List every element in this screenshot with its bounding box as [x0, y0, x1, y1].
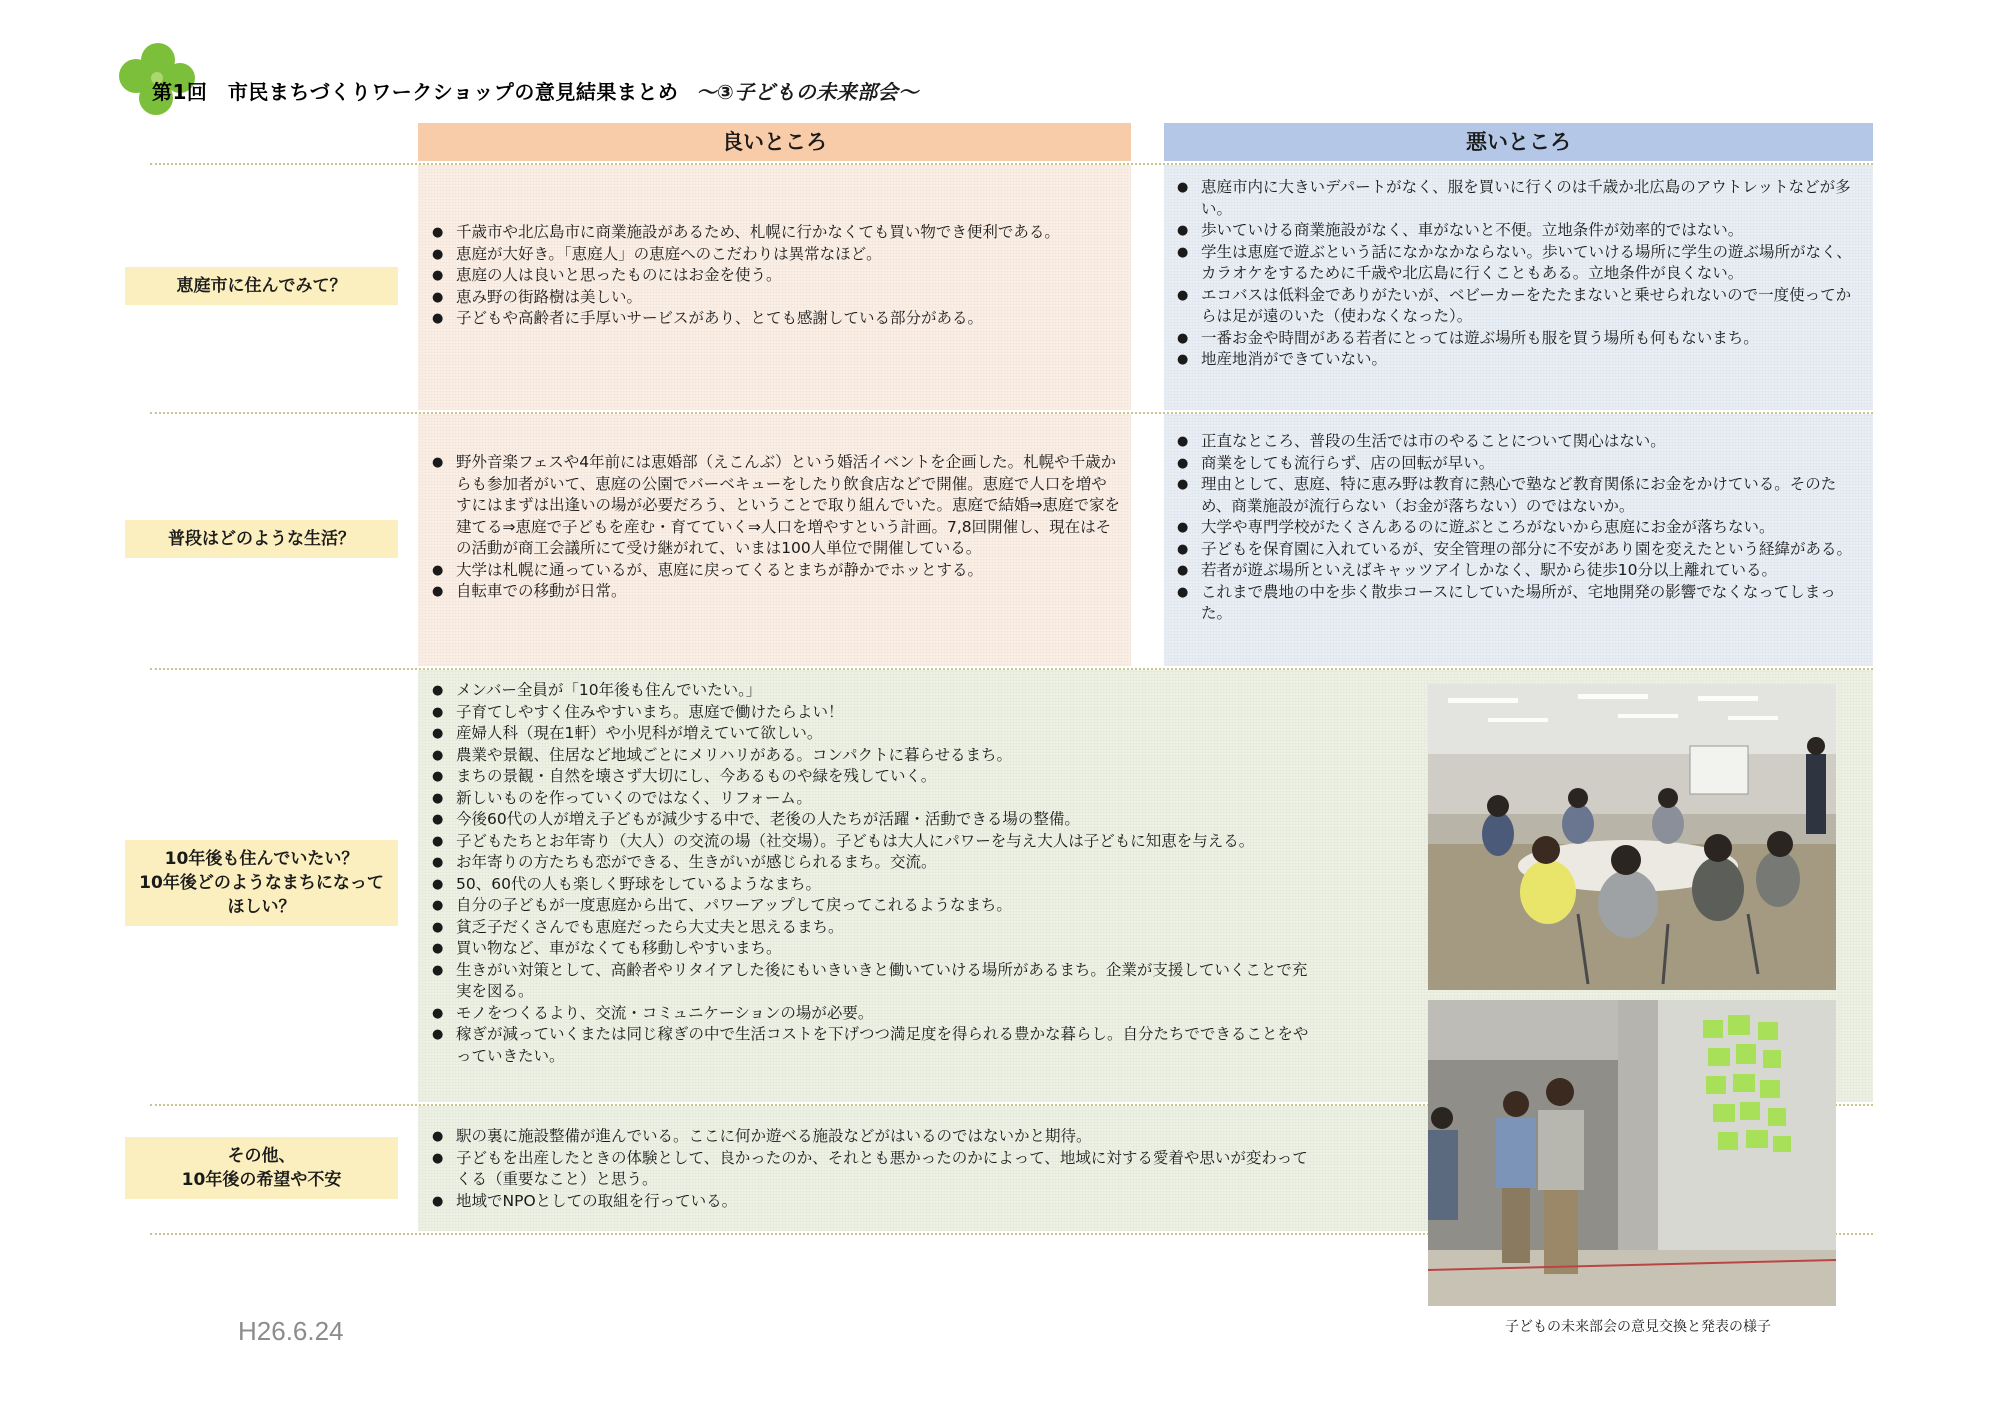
- list-item: ● 学生は恵庭で遊ぶという話になかなかならない。歩いていける場所に学生の遊ぶ場所がなく、カラオケをするために千歳や北広島に行くこともある。立地条件が良くない。: [1175, 242, 1865, 285]
- list-row3-future: [430, 680, 1310, 1067]
- list-item: ● 恵庭が大好き。「恵庭人」の恵庭へのこだわりは異常なほど。: [430, 244, 1110, 266]
- list-row1-good: [430, 222, 1110, 330]
- list-item: ● 買い物など、車がなくても移動しやすいまち。: [430, 938, 1310, 960]
- list-item: ● 大学や専門学校がたくさんあるのに遊ぶところがないから恵庭にお金が落ちない。: [1175, 517, 1865, 539]
- list-item: ● 駅の裏に施設整備が進んでいる。ここに何か遊べる施設などがはいるのではないかと期待。: [430, 1126, 1310, 1148]
- list-item: ● 子どもや高齢者に手厚いサービスがあり、とても感謝している部分がある。: [430, 308, 1110, 330]
- column-header-good: 良いところ: [418, 123, 1131, 161]
- list-item: ● モノをつくるより、交流・コミュニケーションの場が必要。: [430, 1003, 1310, 1025]
- list-item: ● お年寄りの方たちも恋ができる、生きがいが感じられるまち。交流。: [430, 852, 1310, 874]
- list-item: ● 一番お金や時間がある若者にとっては遊ぶ場所も服を買う場所も何もないまち。: [1175, 328, 1865, 350]
- date-stamp: H26.6.24: [238, 1316, 344, 1346]
- presentation-photo: [1428, 1000, 1836, 1306]
- list-item: ● 自転車での移動が日常。: [430, 581, 1120, 603]
- list-item: ● これまで農地の中を歩く散歩コースにしていた場所が、宅地開発の影響でなくなってしまった。: [1175, 582, 1865, 625]
- row-label-daily-life: 普段はどのような生活？: [125, 520, 398, 558]
- list-item: ● 子育てしやすく住みやすいまち。恵庭で働けたらよい！: [430, 702, 1310, 724]
- list-row1-bad: [1175, 177, 1865, 371]
- list-item: ● 50、60代の人も楽しく野球をしているようなまち。: [430, 874, 1310, 896]
- list-item: ● エコバスは低料金でありがたいが、ベビーカーをたたまないと乗せられないので一度使ってからは足が遠のいた（使わなくなった）。: [1175, 285, 1865, 328]
- list-row4-other: [430, 1126, 1310, 1212]
- row-label-future: 10年後も住んでいたい？ 10年後どのようなまちになってほしい？: [125, 840, 398, 926]
- list-item: ● 今後60代の人が増え子どもが減少する中で、老後の人たちが活躍・活動できる場の整備。: [430, 809, 1310, 831]
- list-item: ● 恵庭市内に大きいデパートがなく、服を買いに行くのは千歳か北広島のアウトレットなどが多い。: [1175, 177, 1865, 220]
- list-item: ● 自分の子どもが一度恵庭から出て、パワーアップして戻ってこれるようなまち。: [430, 895, 1310, 917]
- row-label-other: その他、 10年後の希望や不安: [125, 1137, 398, 1199]
- list-item: ● 稼ぎが減っていくまたは同じ稼ぎの中で生活コストを下げつつ満足度を得られる豊かな暮らし。自分たちでできることをやっていきたい。: [430, 1024, 1310, 1067]
- list-item: ● 恵庭の人は良いと思ったものにはお金を使う。: [430, 265, 1110, 287]
- list-row2-good: [430, 452, 1120, 603]
- list-item: ● 子どもを出産したときの体験として、良かったのか、それとも悪かったのかによって、地域に対する愛着や思いが変わってくる（重要なこと）と思う。: [430, 1148, 1310, 1191]
- list-item: ● 地域でNPOとしての取組を行っている。: [430, 1191, 1310, 1213]
- list-item: ● 歩いていける商業施設がなく、車がないと不便。立地条件が効率的ではない。: [1175, 220, 1865, 242]
- list-item: ● 正直なところ、普段の生活では市のやることについて関心はない。: [1175, 431, 1865, 453]
- list-item: ● 生きがい対策として、高齢者やリタイアした後にもいきいきと働いていける場所があるまち。企業が支援していくことで充実を図る。: [430, 960, 1310, 1003]
- list-item: ● 大学は札幌に通っているが、恵庭に戻ってくるとまちが静かでホッとする。: [430, 560, 1120, 582]
- list-item: ● 地産地消ができていない。: [1175, 349, 1865, 371]
- column-header-bad: 悪いところ: [1164, 123, 1873, 161]
- list-item: ● 商業をしても流行らず、店の回転が早い。: [1175, 453, 1865, 475]
- list-item: ● 若者が遊ぶ場所といえばキャッツアイしかなく、駅から徒歩10分以上離れている。: [1175, 560, 1865, 582]
- list-row2-bad: [1175, 431, 1865, 625]
- workshop-discussion-photo: [1428, 684, 1836, 990]
- page-title: [152, 76, 919, 105]
- photo-caption: 子どもの未来部会の意見交換と発表の様子: [1505, 1319, 1771, 1335]
- title-subtitle: ～③子どもの未来部会～: [696, 80, 919, 104]
- list-item: ● 理由として、恵庭、特に恵み野は教育に熱心で塾など教育関係にお金をかけている。そのため、商業施設が流行らない（お金が落ちない）のではないか。: [1175, 474, 1865, 517]
- title-main: 第1回 市民まちづくりワークショップの意見結果まとめ: [152, 80, 679, 104]
- list-item: ● 新しいものを作っていくのではなく、リフォーム。: [430, 788, 1310, 810]
- list-item: ● 子どもを保育園に入れているが、安全管理の部分に不安があり園を変えたという経緯がある。: [1175, 539, 1865, 561]
- list-item: ● 貧乏子だくさんでも恵庭だったら大丈夫と思えるまち。: [430, 917, 1310, 939]
- list-item: ● 野外音楽フェスや4年前には恵婚部（えこんぶ）という婚活イベントを企画した。札幌や千歳からも参加者がいて、恵庭の公園でバーベキューをしたり飲食店などで開催。恵庭で人口を増やすにはまずは出逢いの場が必要だろう、ということで取り組んでいた。恵庭で結婚⇒恵庭で家を建てる⇒恵庭で子どもを産む・育てていく⇒人口を増やすという計画。7,8回開催し、現在はその活動が商工会議所にて受け継がれて、いまは100人単位で開催している。: [430, 452, 1120, 560]
- list-item: ● 産婦人科（現在1軒）や小児科が増えていて欲しい。: [430, 723, 1310, 745]
- row-label-living: 恵庭市に住んでみて？: [125, 267, 398, 305]
- list-item: ● メンバー全員が「10年後も住んでいたい。」: [430, 680, 1310, 702]
- list-item: ● 千歳市や北広島市に商業施設があるため、札幌に行かなくても買い物でき便利である。: [430, 222, 1110, 244]
- list-item: ● 恵み野の街路樹は美しい。: [430, 287, 1110, 309]
- list-item: ● 子どもたちとお年寄り（大人）の交流の場（社交場）。子どもは大人にパワーを与え大人は子どもに知恵を与える。: [430, 831, 1310, 853]
- list-item: ● 農業や景観、住居など地域ごとにメリハリがある。コンパクトに暮らせるまち。: [430, 745, 1310, 767]
- list-item: ● まちの景観・自然を壊さず大切にし、今あるものや緑を残していく。: [430, 766, 1310, 788]
